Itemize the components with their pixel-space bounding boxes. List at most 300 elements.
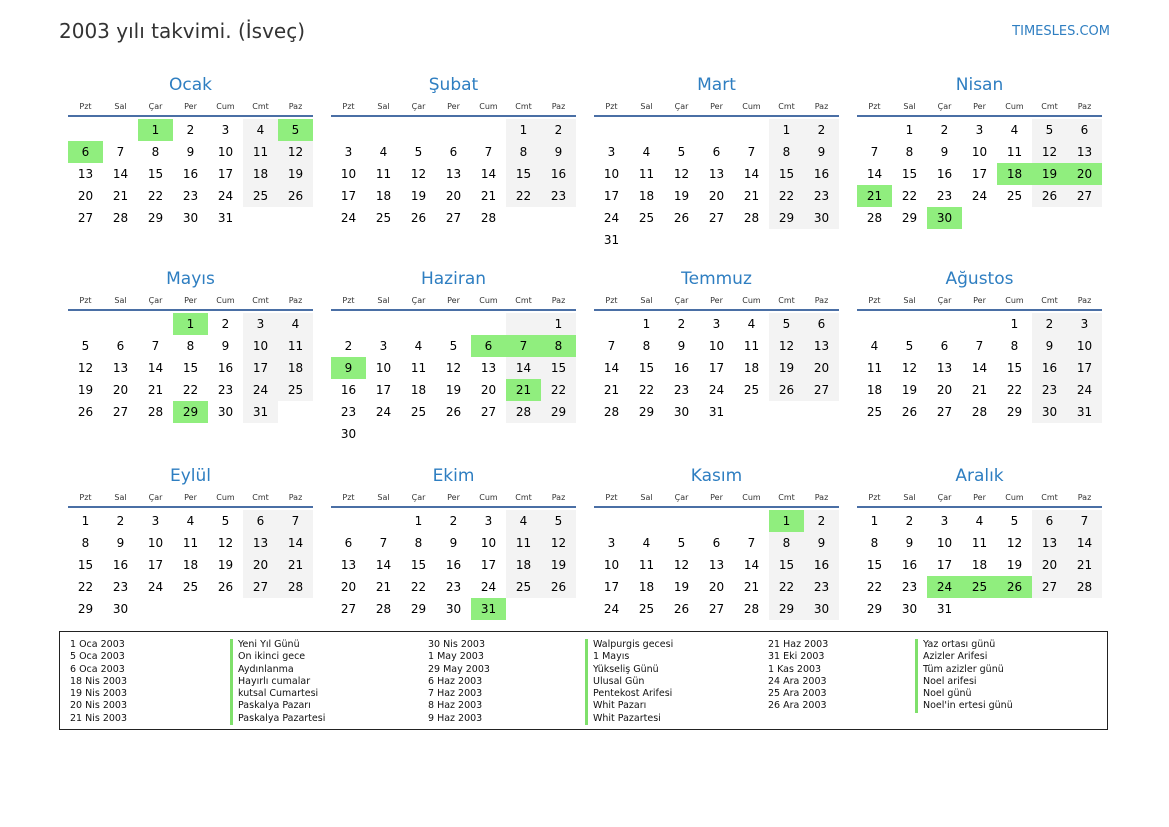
day-cell[interactable]: 17: [971, 167, 988, 181]
day-cell[interactable]: 29: [541, 401, 576, 423]
day-cell[interactable]: 22: [77, 580, 94, 594]
day-cell[interactable]: 26: [1032, 185, 1067, 207]
day-cell[interactable]: 23: [182, 189, 199, 203]
day-cell[interactable]: 19: [769, 357, 804, 379]
day-cell[interactable]: 8: [414, 536, 423, 550]
day-cell[interactable]: 22: [506, 185, 541, 207]
day-cell[interactable]: 13: [340, 558, 357, 572]
day-cell[interactable]: 7: [607, 339, 616, 353]
day-cell[interactable]: 28: [480, 211, 497, 225]
day-cell[interactable]: 14: [743, 167, 760, 181]
day-cell[interactable]: 19: [445, 383, 462, 397]
day-cell[interactable]: 8: [769, 532, 804, 554]
day-cell[interactable]: 3: [975, 123, 984, 137]
day-cell[interactable]: 3: [379, 339, 388, 353]
day-cell[interactable]: 28: [506, 401, 541, 423]
day-cell[interactable]: 10: [480, 536, 497, 550]
day-cell[interactable]: 25: [278, 379, 313, 401]
holiday-day-cell[interactable]: 21: [857, 185, 892, 207]
day-cell[interactable]: 4: [747, 317, 756, 331]
day-cell[interactable]: 13: [936, 361, 953, 375]
day-cell[interactable]: 20: [1032, 554, 1067, 576]
day-cell[interactable]: 22: [769, 185, 804, 207]
holiday-day-cell[interactable]: 6: [471, 335, 506, 357]
day-cell[interactable]: 3: [221, 123, 230, 137]
day-cell[interactable]: 2: [804, 510, 839, 532]
day-cell[interactable]: 12: [673, 167, 690, 181]
day-cell[interactable]: 6: [712, 145, 721, 159]
day-cell[interactable]: 28: [375, 602, 392, 616]
day-cell[interactable]: 17: [708, 361, 725, 375]
day-cell[interactable]: 23: [1032, 379, 1067, 401]
holiday-day-cell[interactable]: 5: [278, 119, 313, 141]
day-cell[interactable]: 29: [769, 598, 804, 620]
day-cell[interactable]: 22: [866, 580, 883, 594]
day-cell[interactable]: 4: [642, 145, 651, 159]
day-cell[interactable]: 1: [870, 514, 879, 528]
day-cell[interactable]: 11: [375, 167, 392, 181]
day-cell[interactable]: 25: [866, 405, 883, 419]
day-cell[interactable]: 10: [147, 536, 164, 550]
day-cell[interactable]: 16: [901, 558, 918, 572]
holiday-day-cell[interactable]: 29: [173, 401, 208, 423]
day-cell[interactable]: 11: [278, 335, 313, 357]
day-cell[interactable]: 22: [769, 576, 804, 598]
day-cell[interactable]: 20: [480, 383, 497, 397]
day-cell[interactable]: 18: [182, 558, 199, 572]
day-cell[interactable]: 7: [747, 145, 756, 159]
day-cell[interactable]: 26: [217, 580, 234, 594]
day-cell[interactable]: 3: [484, 514, 493, 528]
day-cell[interactable]: 6: [1032, 510, 1067, 532]
day-cell[interactable]: 14: [278, 532, 313, 554]
day-cell[interactable]: 28: [743, 211, 760, 225]
day-cell[interactable]: 15: [901, 167, 918, 181]
day-cell[interactable]: 11: [182, 536, 199, 550]
day-cell[interactable]: 22: [410, 580, 427, 594]
holiday-day-cell[interactable]: 31: [471, 598, 506, 620]
day-cell[interactable]: 17: [603, 189, 620, 203]
day-cell[interactable]: 11: [638, 167, 655, 181]
day-cell[interactable]: 26: [445, 405, 462, 419]
day-cell[interactable]: 18: [971, 558, 988, 572]
day-cell[interactable]: 13: [112, 361, 129, 375]
day-cell[interactable]: 9: [1032, 335, 1067, 357]
day-cell[interactable]: 30: [673, 405, 690, 419]
day-cell[interactable]: 30: [182, 211, 199, 225]
day-cell[interactable]: 13: [1067, 141, 1102, 163]
day-cell[interactable]: 11: [866, 361, 883, 375]
day-cell[interactable]: 14: [375, 558, 392, 572]
day-cell[interactable]: 21: [147, 383, 164, 397]
day-cell[interactable]: 10: [375, 361, 392, 375]
day-cell[interactable]: 25: [375, 211, 392, 225]
day-cell[interactable]: 17: [243, 357, 278, 379]
day-cell[interactable]: 20: [804, 357, 839, 379]
day-cell[interactable]: 7: [278, 510, 313, 532]
day-cell[interactable]: 15: [866, 558, 883, 572]
day-cell[interactable]: 2: [541, 119, 576, 141]
day-cell[interactable]: 7: [747, 536, 756, 550]
day-cell[interactable]: 25: [638, 211, 655, 225]
day-cell[interactable]: 5: [1010, 514, 1019, 528]
day-cell[interactable]: 14: [1067, 532, 1102, 554]
day-cell[interactable]: 3: [607, 536, 616, 550]
day-cell[interactable]: 22: [901, 189, 918, 203]
day-cell[interactable]: 11: [1006, 145, 1023, 159]
day-cell[interactable]: 28: [147, 405, 164, 419]
day-cell[interactable]: 19: [673, 580, 690, 594]
day-cell[interactable]: 27: [340, 602, 357, 616]
day-cell[interactable]: 9: [186, 145, 195, 159]
day-cell[interactable]: 23: [217, 383, 234, 397]
day-cell[interactable]: 11: [971, 536, 988, 550]
day-cell[interactable]: 12: [769, 335, 804, 357]
day-cell[interactable]: 24: [217, 189, 234, 203]
day-cell[interactable]: 6: [940, 339, 949, 353]
day-cell[interactable]: 17: [217, 167, 234, 181]
day-cell[interactable]: 21: [603, 383, 620, 397]
day-cell[interactable]: 12: [1032, 141, 1067, 163]
day-cell[interactable]: 22: [147, 189, 164, 203]
day-cell[interactable]: 22: [182, 383, 199, 397]
day-cell[interactable]: 8: [905, 145, 914, 159]
day-cell[interactable]: 18: [866, 383, 883, 397]
day-cell[interactable]: 4: [975, 514, 984, 528]
day-cell[interactable]: 24: [971, 189, 988, 203]
day-cell[interactable]: 17: [147, 558, 164, 572]
day-cell[interactable]: 7: [151, 339, 160, 353]
day-cell[interactable]: 13: [1032, 532, 1067, 554]
day-cell[interactable]: 10: [1067, 335, 1102, 357]
day-cell[interactable]: 20: [708, 580, 725, 594]
holiday-day-cell[interactable]: 26: [997, 576, 1032, 598]
day-cell[interactable]: 24: [375, 405, 392, 419]
day-cell[interactable]: 7: [975, 339, 984, 353]
holiday-day-cell[interactable]: 6: [68, 141, 103, 163]
day-cell[interactable]: 11: [743, 339, 760, 353]
day-cell[interactable]: 11: [506, 532, 541, 554]
day-cell[interactable]: 18: [638, 580, 655, 594]
day-cell[interactable]: 12: [278, 141, 313, 163]
holiday-day-cell[interactable]: 1: [138, 119, 173, 141]
day-cell[interactable]: 1: [1010, 317, 1019, 331]
day-cell[interactable]: 2: [449, 514, 458, 528]
day-cell[interactable]: 23: [804, 576, 839, 598]
day-cell[interactable]: 12: [77, 361, 94, 375]
day-cell[interactable]: 16: [1032, 357, 1067, 379]
day-cell[interactable]: 16: [936, 167, 953, 181]
day-cell[interactable]: 9: [677, 339, 686, 353]
day-cell[interactable]: 26: [673, 602, 690, 616]
day-cell[interactable]: 31: [217, 211, 234, 225]
day-cell[interactable]: 3: [607, 145, 616, 159]
day-cell[interactable]: 27: [445, 211, 462, 225]
day-cell[interactable]: 30: [217, 405, 234, 419]
day-cell[interactable]: 2: [1032, 313, 1067, 335]
day-cell[interactable]: 16: [112, 558, 129, 572]
day-cell[interactable]: 16: [217, 361, 234, 375]
day-cell[interactable]: 3: [940, 514, 949, 528]
day-cell[interactable]: 31: [936, 602, 953, 616]
day-cell[interactable]: 21: [112, 189, 129, 203]
day-cell[interactable]: 30: [804, 207, 839, 229]
day-cell[interactable]: 28: [971, 405, 988, 419]
day-cell[interactable]: 1: [769, 119, 804, 141]
day-cell[interactable]: 27: [243, 576, 278, 598]
day-cell[interactable]: 30: [445, 602, 462, 616]
day-cell[interactable]: 29: [901, 211, 918, 225]
day-cell[interactable]: 21: [375, 580, 392, 594]
day-cell[interactable]: 28: [278, 576, 313, 598]
day-cell[interactable]: 31: [243, 401, 278, 423]
day-cell[interactable]: 5: [1032, 119, 1067, 141]
day-cell[interactable]: 23: [112, 580, 129, 594]
day-cell[interactable]: 12: [673, 558, 690, 572]
day-cell[interactable]: 1: [81, 514, 90, 528]
day-cell[interactable]: 25: [410, 405, 427, 419]
day-cell[interactable]: 20: [340, 580, 357, 594]
day-cell[interactable]: 31: [603, 233, 620, 247]
day-cell[interactable]: 8: [186, 339, 195, 353]
day-cell[interactable]: 20: [708, 189, 725, 203]
day-cell[interactable]: 8: [769, 141, 804, 163]
day-cell[interactable]: 14: [480, 167, 497, 181]
day-cell[interactable]: 5: [541, 510, 576, 532]
day-cell[interactable]: 7: [1067, 510, 1102, 532]
day-cell[interactable]: 17: [375, 383, 392, 397]
day-cell[interactable]: 27: [112, 405, 129, 419]
day-cell[interactable]: 15: [77, 558, 94, 572]
day-cell[interactable]: 26: [769, 379, 804, 401]
day-cell[interactable]: 18: [638, 189, 655, 203]
day-cell[interactable]: 1: [642, 317, 651, 331]
day-cell[interactable]: 25: [638, 602, 655, 616]
day-cell[interactable]: 5: [221, 514, 230, 528]
day-cell[interactable]: 2: [677, 317, 686, 331]
day-cell[interactable]: 16: [340, 383, 357, 397]
holiday-day-cell[interactable]: 1: [173, 313, 208, 335]
day-cell[interactable]: 3: [1067, 313, 1102, 335]
day-cell[interactable]: 4: [642, 536, 651, 550]
day-cell[interactable]: 14: [971, 361, 988, 375]
day-cell[interactable]: 21: [743, 189, 760, 203]
day-cell[interactable]: 6: [804, 313, 839, 335]
day-cell[interactable]: 5: [677, 536, 686, 550]
day-cell[interactable]: 15: [506, 163, 541, 185]
day-cell[interactable]: 25: [182, 580, 199, 594]
day-cell[interactable]: 30: [901, 602, 918, 616]
day-cell[interactable]: 23: [804, 185, 839, 207]
day-cell[interactable]: 16: [182, 167, 199, 181]
day-cell[interactable]: 25: [743, 383, 760, 397]
day-cell[interactable]: 21: [1067, 554, 1102, 576]
day-cell[interactable]: 30: [112, 602, 129, 616]
day-cell[interactable]: 2: [905, 514, 914, 528]
day-cell[interactable]: 9: [541, 141, 576, 163]
day-cell[interactable]: 28: [1067, 576, 1102, 598]
day-cell[interactable]: 24: [243, 379, 278, 401]
day-cell[interactable]: 17: [1067, 357, 1102, 379]
holiday-day-cell[interactable]: 21: [506, 379, 541, 401]
day-cell[interactable]: 2: [804, 119, 839, 141]
day-cell[interactable]: 30: [340, 427, 357, 441]
holiday-day-cell[interactable]: 24: [927, 576, 962, 598]
day-cell[interactable]: 6: [344, 536, 353, 550]
day-cell[interactable]: 3: [243, 313, 278, 335]
day-cell[interactable]: 13: [445, 167, 462, 181]
day-cell[interactable]: 22: [1006, 383, 1023, 397]
day-cell[interactable]: 23: [445, 580, 462, 594]
day-cell[interactable]: 31: [708, 405, 725, 419]
day-cell[interactable]: 17: [936, 558, 953, 572]
day-cell[interactable]: 10: [217, 145, 234, 159]
day-cell[interactable]: 4: [414, 339, 423, 353]
day-cell[interactable]: 19: [77, 383, 94, 397]
day-cell[interactable]: 2: [940, 123, 949, 137]
day-cell[interactable]: 4: [1010, 123, 1019, 137]
day-cell[interactable]: 13: [708, 167, 725, 181]
day-cell[interactable]: 24: [603, 211, 620, 225]
day-cell[interactable]: 29: [147, 211, 164, 225]
day-cell[interactable]: 5: [81, 339, 90, 353]
day-cell[interactable]: 17: [340, 189, 357, 203]
day-cell[interactable]: 25: [506, 576, 541, 598]
day-cell[interactable]: 2: [221, 317, 230, 331]
day-cell[interactable]: 14: [506, 357, 541, 379]
day-cell[interactable]: 26: [77, 405, 94, 419]
day-cell[interactable]: 26: [541, 576, 576, 598]
day-cell[interactable]: 7: [379, 536, 388, 550]
day-cell[interactable]: 28: [603, 405, 620, 419]
day-cell[interactable]: 18: [506, 554, 541, 576]
day-cell[interactable]: 29: [638, 405, 655, 419]
day-cell[interactable]: 29: [1006, 405, 1023, 419]
day-cell[interactable]: 5: [449, 339, 458, 353]
day-cell[interactable]: 27: [708, 211, 725, 225]
day-cell[interactable]: 6: [116, 339, 125, 353]
day-cell[interactable]: 16: [541, 163, 576, 185]
holiday-day-cell[interactable]: 18: [997, 163, 1032, 185]
day-cell[interactable]: 24: [147, 580, 164, 594]
holiday-day-cell[interactable]: 7: [506, 335, 541, 357]
day-cell[interactable]: 8: [81, 536, 90, 550]
day-cell[interactable]: 27: [1067, 185, 1102, 207]
holiday-day-cell[interactable]: 25: [962, 576, 997, 598]
day-cell[interactable]: 19: [410, 189, 427, 203]
day-cell[interactable]: 16: [445, 558, 462, 572]
day-cell[interactable]: 13: [708, 558, 725, 572]
day-cell[interactable]: 5: [677, 145, 686, 159]
day-cell[interactable]: 2: [186, 123, 195, 137]
day-cell[interactable]: 4: [506, 510, 541, 532]
day-cell[interactable]: 6: [1067, 119, 1102, 141]
day-cell[interactable]: 1: [541, 313, 576, 335]
day-cell[interactable]: 15: [638, 361, 655, 375]
day-cell[interactable]: 15: [1006, 361, 1023, 375]
day-cell[interactable]: 25: [243, 185, 278, 207]
day-cell[interactable]: 10: [340, 167, 357, 181]
day-cell[interactable]: 8: [1010, 339, 1019, 353]
day-cell[interactable]: 18: [410, 383, 427, 397]
day-cell[interactable]: 10: [603, 167, 620, 181]
day-cell[interactable]: 10: [243, 335, 278, 357]
day-cell[interactable]: 13: [243, 532, 278, 554]
day-cell[interactable]: 23: [936, 189, 953, 203]
day-cell[interactable]: 7: [870, 145, 879, 159]
day-cell[interactable]: 22: [541, 379, 576, 401]
day-cell[interactable]: 15: [541, 357, 576, 379]
day-cell[interactable]: 18: [375, 189, 392, 203]
day-cell[interactable]: 13: [480, 361, 497, 375]
day-cell[interactable]: 17: [603, 580, 620, 594]
day-cell[interactable]: 27: [804, 379, 839, 401]
day-cell[interactable]: 25: [1006, 189, 1023, 203]
day-cell[interactable]: 4: [379, 145, 388, 159]
day-cell[interactable]: 19: [541, 554, 576, 576]
day-cell[interactable]: 18: [278, 357, 313, 379]
day-cell[interactable]: 26: [410, 211, 427, 225]
day-cell[interactable]: 30: [1032, 401, 1067, 423]
day-cell[interactable]: 12: [541, 532, 576, 554]
day-cell[interactable]: 31: [1067, 401, 1102, 423]
day-cell[interactable]: 18: [743, 361, 760, 375]
day-cell[interactable]: 14: [743, 558, 760, 572]
day-cell[interactable]: 29: [410, 602, 427, 616]
day-cell[interactable]: 20: [936, 383, 953, 397]
day-cell[interactable]: 11: [243, 141, 278, 163]
day-cell[interactable]: 21: [278, 554, 313, 576]
day-cell[interactable]: 10: [603, 558, 620, 572]
day-cell[interactable]: 14: [866, 167, 883, 181]
day-cell[interactable]: 27: [480, 405, 497, 419]
day-cell[interactable]: 8: [642, 339, 651, 353]
day-cell[interactable]: 3: [151, 514, 160, 528]
day-cell[interactable]: 5: [769, 313, 804, 335]
day-cell[interactable]: 10: [708, 339, 725, 353]
day-cell[interactable]: 26: [278, 185, 313, 207]
day-cell[interactable]: 24: [340, 211, 357, 225]
day-cell[interactable]: 27: [708, 602, 725, 616]
day-cell[interactable]: 15: [769, 163, 804, 185]
day-cell[interactable]: 12: [217, 536, 234, 550]
day-cell[interactable]: 11: [410, 361, 427, 375]
day-cell[interactable]: 19: [673, 189, 690, 203]
day-cell[interactable]: 23: [901, 580, 918, 594]
holiday-day-cell[interactable]: 8: [541, 335, 576, 357]
day-cell[interactable]: 13: [804, 335, 839, 357]
holiday-day-cell[interactable]: 20: [1067, 163, 1102, 185]
day-cell[interactable]: 9: [116, 536, 125, 550]
day-cell[interactable]: 9: [449, 536, 458, 550]
day-cell[interactable]: 1: [506, 119, 541, 141]
day-cell[interactable]: 23: [340, 405, 357, 419]
day-cell[interactable]: 5: [414, 145, 423, 159]
holiday-day-cell[interactable]: 30: [927, 207, 962, 229]
day-cell[interactable]: 16: [804, 554, 839, 576]
day-cell[interactable]: 29: [866, 602, 883, 616]
day-cell[interactable]: 13: [77, 167, 94, 181]
day-cell[interactable]: 27: [936, 405, 953, 419]
day-cell[interactable]: 1: [905, 123, 914, 137]
day-cell[interactable]: 10: [936, 536, 953, 550]
day-cell[interactable]: 14: [112, 167, 129, 181]
day-cell[interactable]: 15: [182, 361, 199, 375]
day-cell[interactable]: 19: [217, 558, 234, 572]
day-cell[interactable]: 8: [870, 536, 879, 550]
day-cell[interactable]: 24: [1067, 379, 1102, 401]
day-cell[interactable]: 21: [971, 383, 988, 397]
